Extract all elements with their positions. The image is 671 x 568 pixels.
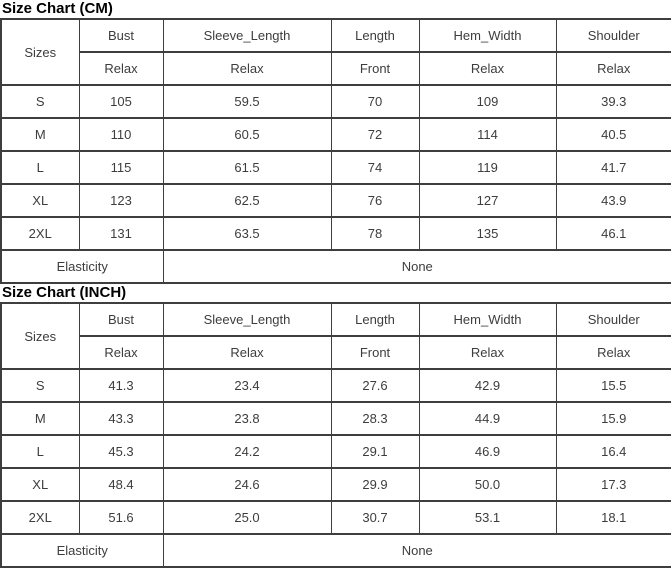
column-subheader-hem-width: Relax <box>419 52 556 85</box>
measurement-cell: 43.9 <box>556 184 671 217</box>
measurement-cell: 28.3 <box>331 402 419 435</box>
size-row-s <box>1 85 671 118</box>
measurement-cell: 40.5 <box>556 118 671 151</box>
size-row-xl <box>1 184 671 217</box>
size-label: M <box>1 118 79 151</box>
measurement-cell: 119 <box>419 151 556 184</box>
size-chart-cm-title: Size Chart (CM) <box>2 0 113 17</box>
sizes-header: Sizes <box>1 303 79 369</box>
measurement-cell: 42.9 <box>419 369 556 402</box>
column-subheader-sleeve-length: Relax <box>163 52 331 85</box>
column-subheader-bust: Relax <box>79 336 163 369</box>
measurement-cell: 45.3 <box>79 435 163 468</box>
measurement-cell: 41.7 <box>556 151 671 184</box>
size-row-m <box>1 118 671 151</box>
size-chart-inch-table <box>0 302 671 568</box>
measurement-cell: 70 <box>331 85 419 118</box>
measurement-cell: 127 <box>419 184 556 217</box>
measurement-cell: 123 <box>79 184 163 217</box>
measurement-cell: 131 <box>79 217 163 250</box>
header-row-primary <box>1 303 671 336</box>
size-label: L <box>1 435 79 468</box>
measurement-cell: 16.4 <box>556 435 671 468</box>
elasticity-label: Elasticity <box>1 534 163 567</box>
size-chart-cm-table <box>0 18 671 284</box>
size-row-xl <box>1 468 671 501</box>
measurement-cell: 15.5 <box>556 369 671 402</box>
measurement-cell: 74 <box>331 151 419 184</box>
column-subheader-length: Front <box>331 52 419 85</box>
measurement-cell: 59.5 <box>163 85 331 118</box>
size-label: XL <box>1 468 79 501</box>
elasticity-label: Elasticity <box>1 250 163 283</box>
size-row-2xl <box>1 501 671 534</box>
measurement-cell: 41.3 <box>79 369 163 402</box>
measurement-cell: 39.3 <box>556 85 671 118</box>
size-row-s <box>1 369 671 402</box>
elasticity-row <box>1 250 671 283</box>
measurement-cell: 53.1 <box>419 501 556 534</box>
column-header-sleeve-length: Sleeve_Length <box>163 303 331 336</box>
measurement-cell: 27.6 <box>331 369 419 402</box>
column-subheader-hem-width: Relax <box>419 336 556 369</box>
size-row-l <box>1 151 671 184</box>
column-header-bust: Bust <box>79 303 163 336</box>
size-label: 2XL <box>1 501 79 534</box>
size-label: S <box>1 85 79 118</box>
column-subheader-shoulder: Relax <box>556 336 671 369</box>
sizes-header: Sizes <box>1 19 79 85</box>
measurement-cell: 46.1 <box>556 217 671 250</box>
size-row-2xl <box>1 217 671 250</box>
measurement-cell: 109 <box>419 85 556 118</box>
measurement-cell: 63.5 <box>163 217 331 250</box>
header-row-primary <box>1 19 671 52</box>
column-header-hem-width: Hem_Width <box>419 19 556 52</box>
measurement-cell: 29.9 <box>331 468 419 501</box>
column-header-sleeve-length: Sleeve_Length <box>163 19 331 52</box>
measurement-cell: 78 <box>331 217 419 250</box>
column-header-length: Length <box>331 303 419 336</box>
measurement-cell: 105 <box>79 85 163 118</box>
column-subheader-bust: Relax <box>79 52 163 85</box>
size-row-l <box>1 435 671 468</box>
measurement-cell: 43.3 <box>79 402 163 435</box>
header-row-secondary <box>1 336 671 369</box>
measurement-cell: 29.1 <box>331 435 419 468</box>
measurement-cell: 135 <box>419 217 556 250</box>
measurement-cell: 24.6 <box>163 468 331 501</box>
measurement-cell: 76 <box>331 184 419 217</box>
size-label: L <box>1 151 79 184</box>
size-label: S <box>1 369 79 402</box>
elasticity-value: None <box>163 250 671 283</box>
measurement-cell: 23.4 <box>163 369 331 402</box>
measurement-cell: 46.9 <box>419 435 556 468</box>
measurement-cell: 44.9 <box>419 402 556 435</box>
measurement-cell: 15.9 <box>556 402 671 435</box>
header-row-secondary <box>1 52 671 85</box>
measurement-cell: 48.4 <box>79 468 163 501</box>
measurement-cell: 18.1 <box>556 501 671 534</box>
measurement-cell: 61.5 <box>163 151 331 184</box>
elasticity-row <box>1 534 671 567</box>
measurement-cell: 23.8 <box>163 402 331 435</box>
column-header-length: Length <box>331 19 419 52</box>
column-header-bust: Bust <box>79 19 163 52</box>
size-label: XL <box>1 184 79 217</box>
column-header-shoulder: Shoulder <box>556 19 671 52</box>
measurement-cell: 114 <box>419 118 556 151</box>
size-row-m <box>1 402 671 435</box>
size-chart-inch-section <box>0 284 671 568</box>
measurement-cell: 72 <box>331 118 419 151</box>
measurement-cell: 30.7 <box>331 501 419 534</box>
size-chart-inch-title: Size Chart (INCH) <box>2 284 127 301</box>
column-subheader-length: Front <box>331 336 419 369</box>
size-label: M <box>1 402 79 435</box>
column-header-hem-width: Hem_Width <box>419 303 556 336</box>
column-subheader-sleeve-length: Relax <box>163 336 331 369</box>
size-label: 2XL <box>1 217 79 250</box>
measurement-cell: 24.2 <box>163 435 331 468</box>
column-header-shoulder: Shoulder <box>556 303 671 336</box>
measurement-cell: 17.3 <box>556 468 671 501</box>
column-subheader-shoulder: Relax <box>556 52 671 85</box>
measurement-cell: 115 <box>79 151 163 184</box>
measurement-cell: 60.5 <box>163 118 331 151</box>
elasticity-value: None <box>163 534 671 567</box>
measurement-cell: 25.0 <box>163 501 331 534</box>
measurement-cell: 62.5 <box>163 184 331 217</box>
measurement-cell: 110 <box>79 118 163 151</box>
measurement-cell: 50.0 <box>419 468 556 501</box>
measurement-cell: 51.6 <box>79 501 163 534</box>
